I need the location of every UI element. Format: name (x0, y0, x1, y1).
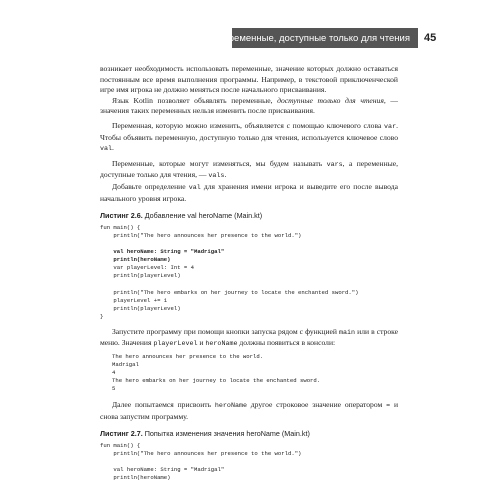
code-line: val heroName: String = "Madrigal" (100, 466, 225, 474)
inline-code: val (100, 145, 113, 154)
inline-code: = (386, 402, 391, 411)
code-line: var playerLevel: Int = 4 (100, 264, 194, 272)
inline-code: vars (326, 160, 343, 169)
listing-2-6-title (100, 211, 398, 220)
console-line: The hero embarks on her journey to locate the enchanted sword. (112, 377, 321, 385)
text-run: Язык Kotlin позволяет объявлять переменные, (112, 95, 278, 105)
paragraph-text: возникает необходимость использовать переменные, значение которых должно оставаться постоянным все время выполнения программы. Например, в текстовой приключенческой игре имя игрока не должно меняться после начального присваивания. (100, 64, 398, 95)
text-run: , — значения таких переменных нельзя изменить после присваивания. (100, 95, 398, 116)
console-line: The hero announces her presence to the world. (112, 352, 264, 360)
emphasis-text: доступные только для чтения (277, 95, 384, 105)
text-run: и (197, 338, 206, 348)
code-line: fun main() { (100, 442, 141, 450)
code-line: println("The hero embarks on her journey to locate the enchanted sword.") (100, 288, 359, 296)
code-line: println("The hero announces her presence to the world.") (100, 450, 302, 458)
console-output (112, 353, 398, 393)
listing-label: Листинг 2.7. (100, 429, 143, 439)
paragraph-6 (100, 327, 398, 350)
code-line-added: println(heroName) (100, 256, 171, 264)
inline-code: heroName (205, 340, 238, 349)
listing-label: Листинг 2.6. (100, 211, 143, 221)
inline-code: main (339, 328, 356, 337)
code-listing-2-6 (100, 224, 398, 321)
text-run: , а переменные, доступные только для чтения, — (100, 158, 399, 180)
text-run: и снова запустим программу. (100, 400, 399, 421)
section-title: Переменные, доступные только для чтения (216, 32, 410, 44)
code-line: fun main() { (100, 224, 141, 232)
inline-code: val (188, 183, 201, 192)
paragraph-3 (100, 121, 398, 155)
text-run: другое строковое значение оператором (247, 400, 387, 410)
code-listing-2-7 (100, 442, 398, 482)
text-run: . Чтобы объявить переменную, доступную только для чтения, используется ключевое слово (100, 120, 398, 142)
console-line: 5 (112, 385, 116, 393)
text-run: должны появиться в консоли: (237, 338, 336, 348)
text-run: Переменные, которые могут изменяться, мы будем называть (112, 158, 327, 168)
text-run: Далее попытаемся присвоить (112, 400, 215, 410)
listing-caption: Попытка изменения значения heroName (Main.kt) (142, 429, 310, 439)
paragraph-7 (100, 400, 398, 422)
code-line: println("The hero announces her presence to the world.") (100, 232, 302, 240)
listing-2-7-title (100, 429, 398, 438)
inline-code: vals (208, 172, 225, 181)
paragraph-2 (100, 96, 398, 117)
code-line: } (100, 312, 104, 320)
section-title-bar (216, 28, 418, 48)
paragraph-4 (100, 159, 398, 182)
page-number: 45 (424, 32, 437, 44)
code-line: println(heroName) (100, 474, 171, 482)
console-line: Madrigal (112, 360, 139, 368)
code-line: playerLevel += 1 (100, 296, 168, 304)
text-run: . (224, 170, 227, 180)
code-line: println(playerLevel) (100, 272, 181, 280)
code-line: println(playerLevel) (100, 304, 181, 312)
text-run: . (112, 143, 114, 153)
page-body (100, 64, 398, 483)
paragraph-5 (100, 182, 398, 204)
listing-caption: Добавление val heroName (Main.kt) (142, 211, 263, 221)
inline-code: playerLevel (153, 340, 198, 349)
text-run: Запустите программу при помощи кнопки запуска рядом с функцией (112, 326, 340, 336)
inline-code: var (384, 122, 397, 131)
console-line: 4 (112, 368, 116, 376)
text-run: или в строке меню. Значения (100, 326, 398, 348)
text-run: Переменная, которую можно изменить, объявляется с помощью ключевого слова (112, 120, 385, 130)
code-line-added: val heroName: String = "Madrigal" (100, 248, 225, 256)
running-header (0, 28, 500, 48)
paragraph-1 (100, 64, 398, 96)
inline-code: heroName (214, 402, 247, 411)
text-run: Добавьте определение (112, 181, 189, 191)
text-run: для хранения имени игрока и выведите его после вывода начального уровня игрока. (100, 181, 398, 203)
